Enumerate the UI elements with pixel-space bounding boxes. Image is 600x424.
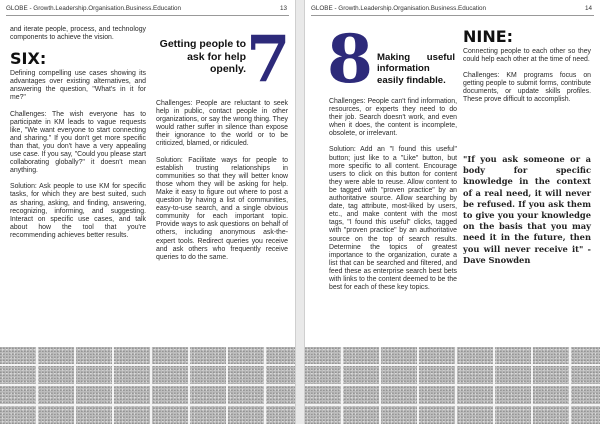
- left-column-1: [10, 26, 146, 248]
- six-challenges: Challenges: The wish everyone has to participate in KM leads to vague requests like, "We want everyone to start connecting and sharing." If you don't get more specific than that, you don't have a very appealing use case. If you say, "Could you please start collaborating globally?" it doesn't mean anything.: [10, 110, 146, 175]
- numeral-eight: 8: [327, 20, 373, 98]
- decorative-texture-right: [305, 347, 600, 424]
- right-page: [304, 0, 600, 424]
- page-number: 13: [279, 5, 287, 12]
- numeral-seven: 7: [246, 22, 291, 97]
- left-page: [0, 0, 296, 424]
- left-column-2: [156, 100, 288, 270]
- right-column-1: [329, 98, 457, 300]
- callout-seven-text: Getting people to ask for help openly.: [159, 38, 246, 75]
- snowden-quote: "If you ask someone or a body for specific knowledge in the context of a real need, it will never be refused. If you ask them to give you your knowledge on the basis that you may need it in the future, then you will never receive it" - Dave Snowden: [463, 154, 591, 265]
- six-intro: Defining compelling use cases showing its advantages over existing alternatives, and answering the question, "What's in it for me?": [10, 70, 146, 102]
- running-head-right: [311, 4, 594, 16]
- right-column-2: [463, 28, 591, 113]
- continued-text: and iterate people, process, and technology components to achieve the vision.: [10, 26, 146, 42]
- running-head-title: GLOBE - Growth.Leadership.Organisation.Business.Education: [311, 5, 487, 12]
- seven-challenges: Challenges: People are reluctant to seek help in public, contact people in other organizations, or say the wrong thing. They would rather suffer in silence than expose their ignorance to the world or to be criticized, blamed, or ridiculed.: [156, 100, 288, 148]
- page-number: 14: [584, 5, 592, 12]
- nine-challenges: Challenges: KM programs focus on getting people to submit forms, contribute documents, or update skills profiles. These prove difficult to accomplish.: [463, 72, 591, 104]
- nine-intro: Connecting people to each other so they could help each other at the time of need.: [463, 48, 591, 64]
- book-gutter: [296, 0, 304, 424]
- seven-solution: Solution: Facilitate ways for people to establish trusting relationships in communities so that they will better know those whom they will be asking for help. Make it easy to figure out where to post a question by having a list of communities, easy-to-use search, and a single obvious community for each important topic. Provide ways to ask questions on behalf of others, including anonymous ask-the-expert tools. Redirect queries you receive and ask others who frequently receive queries to do the same.: [156, 156, 288, 261]
- running-head-title: GLOBE - Growth.Leadership.Organisation.Business.Education: [6, 5, 182, 12]
- decorative-texture-left: [0, 347, 296, 424]
- running-head-left: [6, 4, 289, 16]
- eight-solution: Solution: Add an "I found this useful" button; just like to a "Like" button, but more specific to all content. Encourage users to click on this button for content they were able to reuse. Allow content to be tagged with "proven practice" by an authoritative source. Allow searching by date, tag attribute, most-liked by users, etc., and make content with the most tags, "I found this useful" clicks, tagged with "proven practice" by an authoritative source on the top of search results. Determine the topics of greatest importance to the organization, curate a list that can be searched and filtered, and feed these as enterprise search best bets with links to the content deemed to be the best for each of these key topics.: [329, 146, 457, 292]
- callout-eight-text: Making useful information easily findable.: [377, 52, 455, 86]
- section-heading-six: SIX:: [10, 49, 47, 69]
- eight-challenges: Challenges: People can't find information, resources, or experts they need to do their job. Search doesn't work, and even when it does, the content is incomplete, obsolete, or irrelevant.: [329, 98, 457, 138]
- six-solution: Solution: Ask people to use KM for specific tasks, for which they are best suited, such as sharing, asking, and finding, answering, recognizing, informing, and suggesting. Interact on specific use cases, and talk about how the tool that you're recommending achieves better results.: [10, 183, 146, 239]
- section-heading-nine: NINE:: [463, 27, 514, 46]
